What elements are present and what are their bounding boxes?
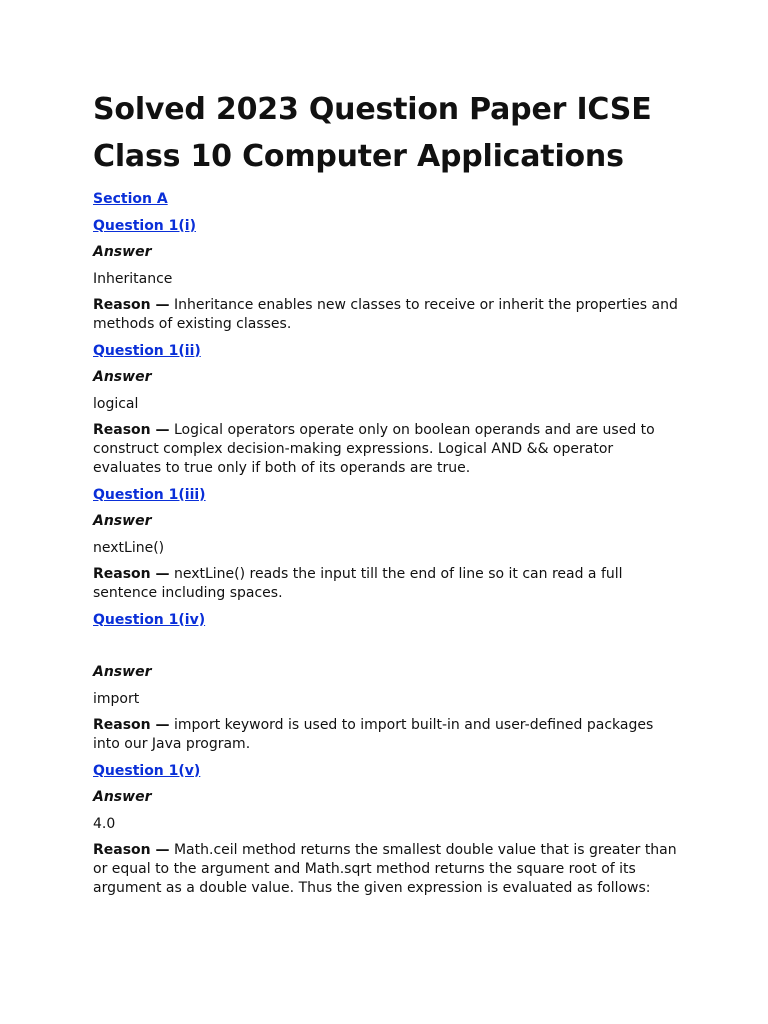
reason-text: nextLine() reads the input till the end of line so it can read a full sentence including spaces. [93, 566, 623, 601]
question-link[interactable]: Question 1(iii) [93, 486, 206, 503]
answer-text: nextLine() [93, 539, 165, 556]
answer-label: Answer [93, 664, 152, 680]
reason-label: Reason — [93, 422, 170, 438]
question-block [93, 762, 683, 899]
reason-paragraph [93, 296, 683, 334]
reason-paragraph [93, 421, 683, 478]
reason-text: Logical operators operate only on boolean operands and are used to construct complex decision-making expressions. Logical AND && operator evaluates to true only if both of its operands are true. [93, 422, 655, 476]
reason-text: import keyword is used to import built-in and user-defined packages into our Java program. [93, 717, 654, 752]
question-block [93, 342, 683, 479]
answer-text: import [93, 690, 140, 707]
page-title: Solved 2023 Question Paper ICSE Class 10 Computer Applications [93, 92, 652, 174]
question-link[interactable]: Question 1(v) [93, 762, 201, 779]
answer-label: Answer [93, 369, 152, 385]
answer-text: logical [93, 395, 139, 412]
question-block [93, 611, 683, 755]
question-link[interactable]: Question 1(ii) [93, 342, 201, 359]
question-block [93, 486, 683, 604]
answer-label: Answer [93, 789, 152, 805]
document-page [93, 86, 683, 906]
question-block [93, 217, 683, 335]
answer-text: 4.0 [93, 815, 116, 832]
answer-label: Answer [93, 244, 152, 260]
answer-label: Answer [93, 513, 152, 529]
reason-label: Reason — [93, 566, 170, 582]
reason-paragraph [93, 716, 683, 754]
question-link[interactable]: Question 1(iv) [93, 611, 206, 628]
answer-text: Inheritance [93, 270, 173, 287]
spacer [93, 637, 683, 663]
reason-label: Reason — [93, 297, 170, 313]
reason-label: Reason — [93, 842, 170, 858]
reason-label: Reason — [93, 717, 170, 733]
question-link[interactable]: Question 1(i) [93, 217, 196, 234]
reason-text: Math.ceil method returns the smallest double value that is greater than or equal to the argument and Math.sqrt method returns the square root of its argument as a double value. Thus the given expression is evaluated as follows: [93, 842, 677, 896]
section-a-link[interactable]: Section A [93, 191, 168, 207]
reason-paragraph [93, 565, 683, 603]
reason-paragraph [93, 841, 683, 898]
reason-text: Inheritance enables new classes to receive or inherit the properties and methods of existing classes. [93, 297, 678, 332]
